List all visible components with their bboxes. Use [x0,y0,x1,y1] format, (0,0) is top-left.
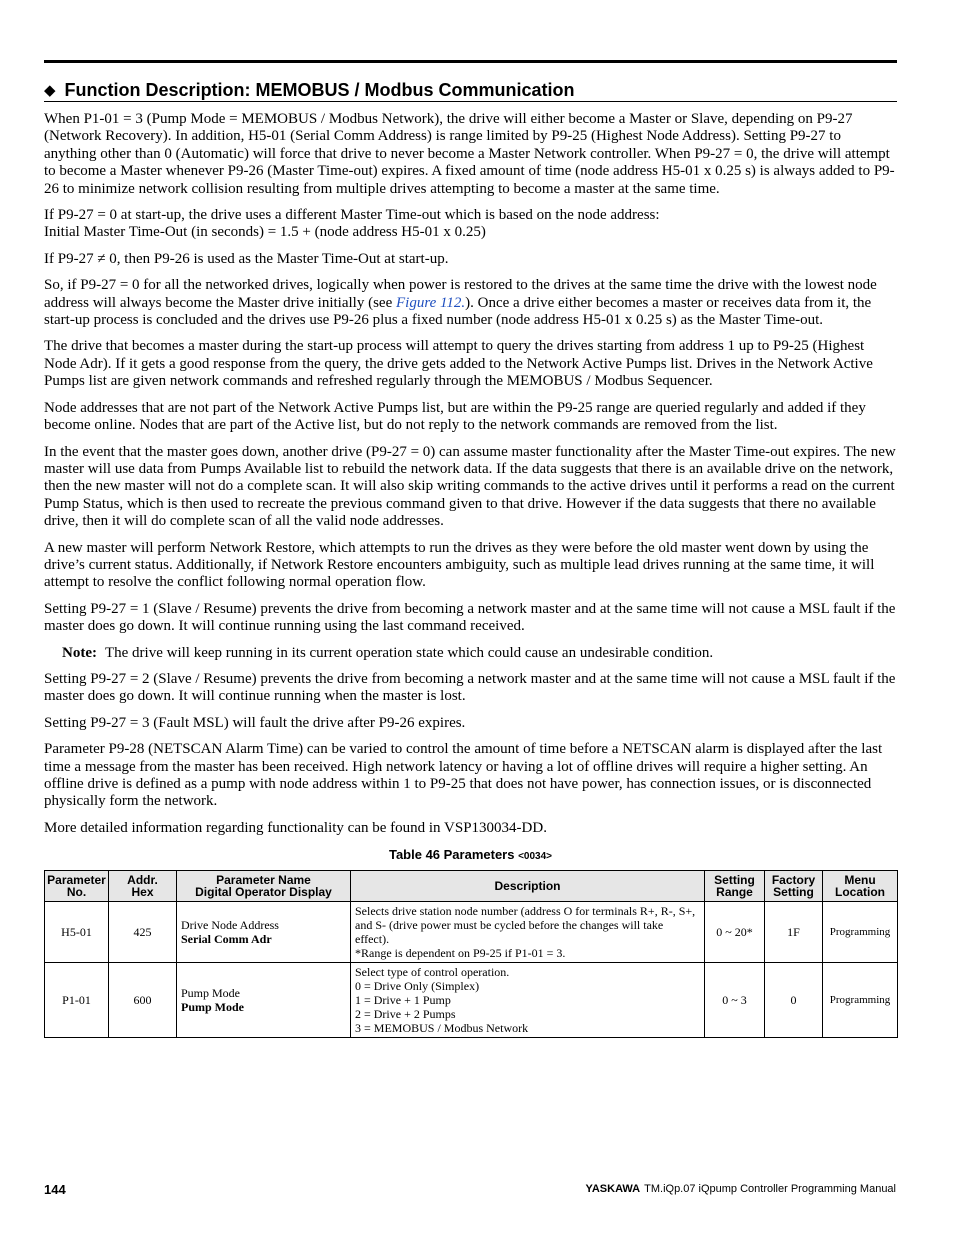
figure-ref-after: ). Once a drive either becomes a master or receives data from it, the start-up process is concluded and the drives use P9-26 plus a fixed number (node address H5-01 x 0.25 s) as the Master Time-out. [44,294,872,329]
cell-addr: 425 [109,902,177,963]
cell-factory: 1F [765,902,823,963]
note-label: Note: [62,644,97,661]
paragraph-slave-resume-2: Setting P9-27 = 2 (Slave / Resume) prevents the drive from becoming a network master and at the same time will not cause a MSL fault if the master does go down. It will continue running when the master is lost. [44,670,896,705]
paragraph-figure-ref [44,277,897,329]
header-description: Description [351,871,705,902]
paragraph-node-addresses: Node addresses that are not part of the Network Active Pumps list, but are within the P9-25 range are queried regularly and added if they become online. Nodes that are part of the Active list, but do not reply to the network commands are removed from the list. [44,399,866,434]
paragraph-slave-resume-1: Setting P9-27 = 1 (Slave / Resume) prevents the drive from becoming a network master and at the same time will not cause a MSL fault if the master does go down. It will continue running using the last command received. [44,600,896,635]
table-header-row [45,871,898,902]
paragraph-network-restore: A new master will perform Network Restore, which attempts to run the drives as they were before the old master went down by using the drive’s current status. Additionally, if Network Restore encounters ambiguity, such as multiple lead drives running at the same time, it will attempt to resolve the conflict following normal operation flow. [44,539,875,591]
header-param-no: Parameter No. [45,871,109,902]
table-caption [44,847,897,862]
title-rule [44,101,897,102]
document-body [44,111,897,1038]
brand-name: YASKAWA [585,1183,641,1195]
header-factory: Factory Setting [765,871,823,902]
note-text: The drive will keep running in its current operation state which could cause an undesirable condition. [104,644,714,661]
paragraph-netscan: Parameter P9-28 (NETSCAN Alarm Time) can be varied to control the amount of time before a NETSCAN alarm is displayed after the last time a message from the master has been received. High network latency or having a lot of offline drives will require a higher setting. An offline drive is defined as a pump with node address within 1 to P9-25 that does not have power, has connection issues, or is disconnected physically form the network. [44,741,883,810]
header-range: Setting Range [705,871,765,902]
figure-ref-before: So, if P9-27 = 0 for all the networked drives, logically when power is restored to the drives at the same time the drive with the lowest node address will always become the Master drive initially (see [44,277,877,311]
cell-menu: Programming [823,963,898,1038]
header-name: Parameter Name Digital Operator Display [177,871,351,902]
table-row [45,902,898,963]
footer-manual-title [586,1183,896,1195]
cell-menu: Programming [823,902,898,963]
cell-description: Select type of control operation. 0 = Drive Only (Simplex) 1 = Drive + 1 Pump 2 = Drive + 2 Pumps 3 = MEMOBUS / Modbus Network [351,963,705,1038]
cell-range: 0 ~ 20* [705,902,765,963]
cell-param-no: H5-01 [45,902,109,963]
header-menu: Menu Location [823,871,898,902]
cell-range: 0 ~ 3 [705,963,765,1038]
paragraph-nonzero: If P9-27 ≠ 0, then P9-26 is used as the Master Time-Out at start-up. [44,250,449,267]
paragraph-more-info: More detailed information regarding functionality can be found in VSP130034-DD. [44,819,547,836]
paragraph-fault-msl: Setting P9-27 = 3 (Fault MSL) will fault the drive after P9-26 expires. [44,714,466,731]
top-rule [44,60,897,63]
formula-line: Initial Master Time-Out (in seconds) = 1.5 + (node address H5-01 x 0.25) [44,224,486,241]
figure-112-link[interactable]: Figure 112. [395,294,466,311]
page-number: 144 [44,1182,66,1197]
cell-description: Selects drive station node number (address O for terminals R+, R-, S+, and S- (drive power must be cycled before the changes will take effect). *Range is dependent on P9-25 if P1-01 = 3. [351,902,705,963]
paragraph-master-query: The drive that becomes a master during the start-up process will attempt to query the drives starting from address 1 up to P9-25 (Highest Node Adr). If it gets a good response from the query, the drive gets added to the Network Active Pumps list. Drives in the Network Active Pumps list are given network commands and refreshed regularly through the MEMOBUS / Modbus Sequencer. [44,338,873,390]
cell-addr: 600 [109,963,177,1038]
cell-name: Drive Node Address Serial Comm Adr [177,902,351,963]
table-row [45,963,898,1038]
cell-factory: 0 [765,963,823,1038]
paragraph-intro: When P1-01 = 3 (Pump Mode = MEMOBUS / Modbus Network), the drive will either become a Master or Slave, depending on P9-27 (Network Recovery). In addition, H5-01 (Serial Comm Address) is range limited by P9-25 (Highest Node Address). Setting P9-27 to anything other than 0 (Automatic) will force that drive to never become a Master Network controller. When P9-27 = 0, the drive will attempt to become a Master whenever P9-26 (Master Time-out) expires. A fixed amount of time (node address H5-01 x 0.25 s) is always added to P9-26 to minimize network collision resulting from multiple drives attempting to become a master at the same time. [44,111,895,197]
startup-line: If P9-27 = 0 at start-up, the drive uses a different Master Time-out which is based on the node address: [44,207,660,224]
paragraph-startup [44,207,897,242]
note [62,645,897,662]
table-caption-code: <0034> [518,851,553,863]
header-addr: Addr. Hex [109,871,177,902]
manual-name: TM.iQp.07 iQpump Controller Programming Manual [644,1183,896,1195]
section-title [44,79,575,103]
cell-param-no: P1-01 [45,963,109,1038]
paragraph-master-down: In the event that the master goes down, another drive (P9-27 = 0) can assume master functionality after the Master Time-out expires. The new master will use data from Pumps Available list to rebuild the network data. If the data suggests that there is an available drive on the network, then the new master will not do a complete scan. It will also skip writing commands to the active drives until it performs a read on the current Pump Status, which is then used to recreate the previous command given to that drive. However if the data suggests that there no available drive, then it will do complete scan of all the valid node addresses. [44,443,896,530]
parameters-table [44,870,898,1038]
table-caption-text: Table 46 Parameters [388,847,515,863]
section-title-text: Function Description: MEMOBUS / Modbus Communication [64,80,575,100]
diamond-bullet-icon: ◆ [44,82,56,99]
cell-name: Pump Mode Pump Mode [177,963,351,1038]
